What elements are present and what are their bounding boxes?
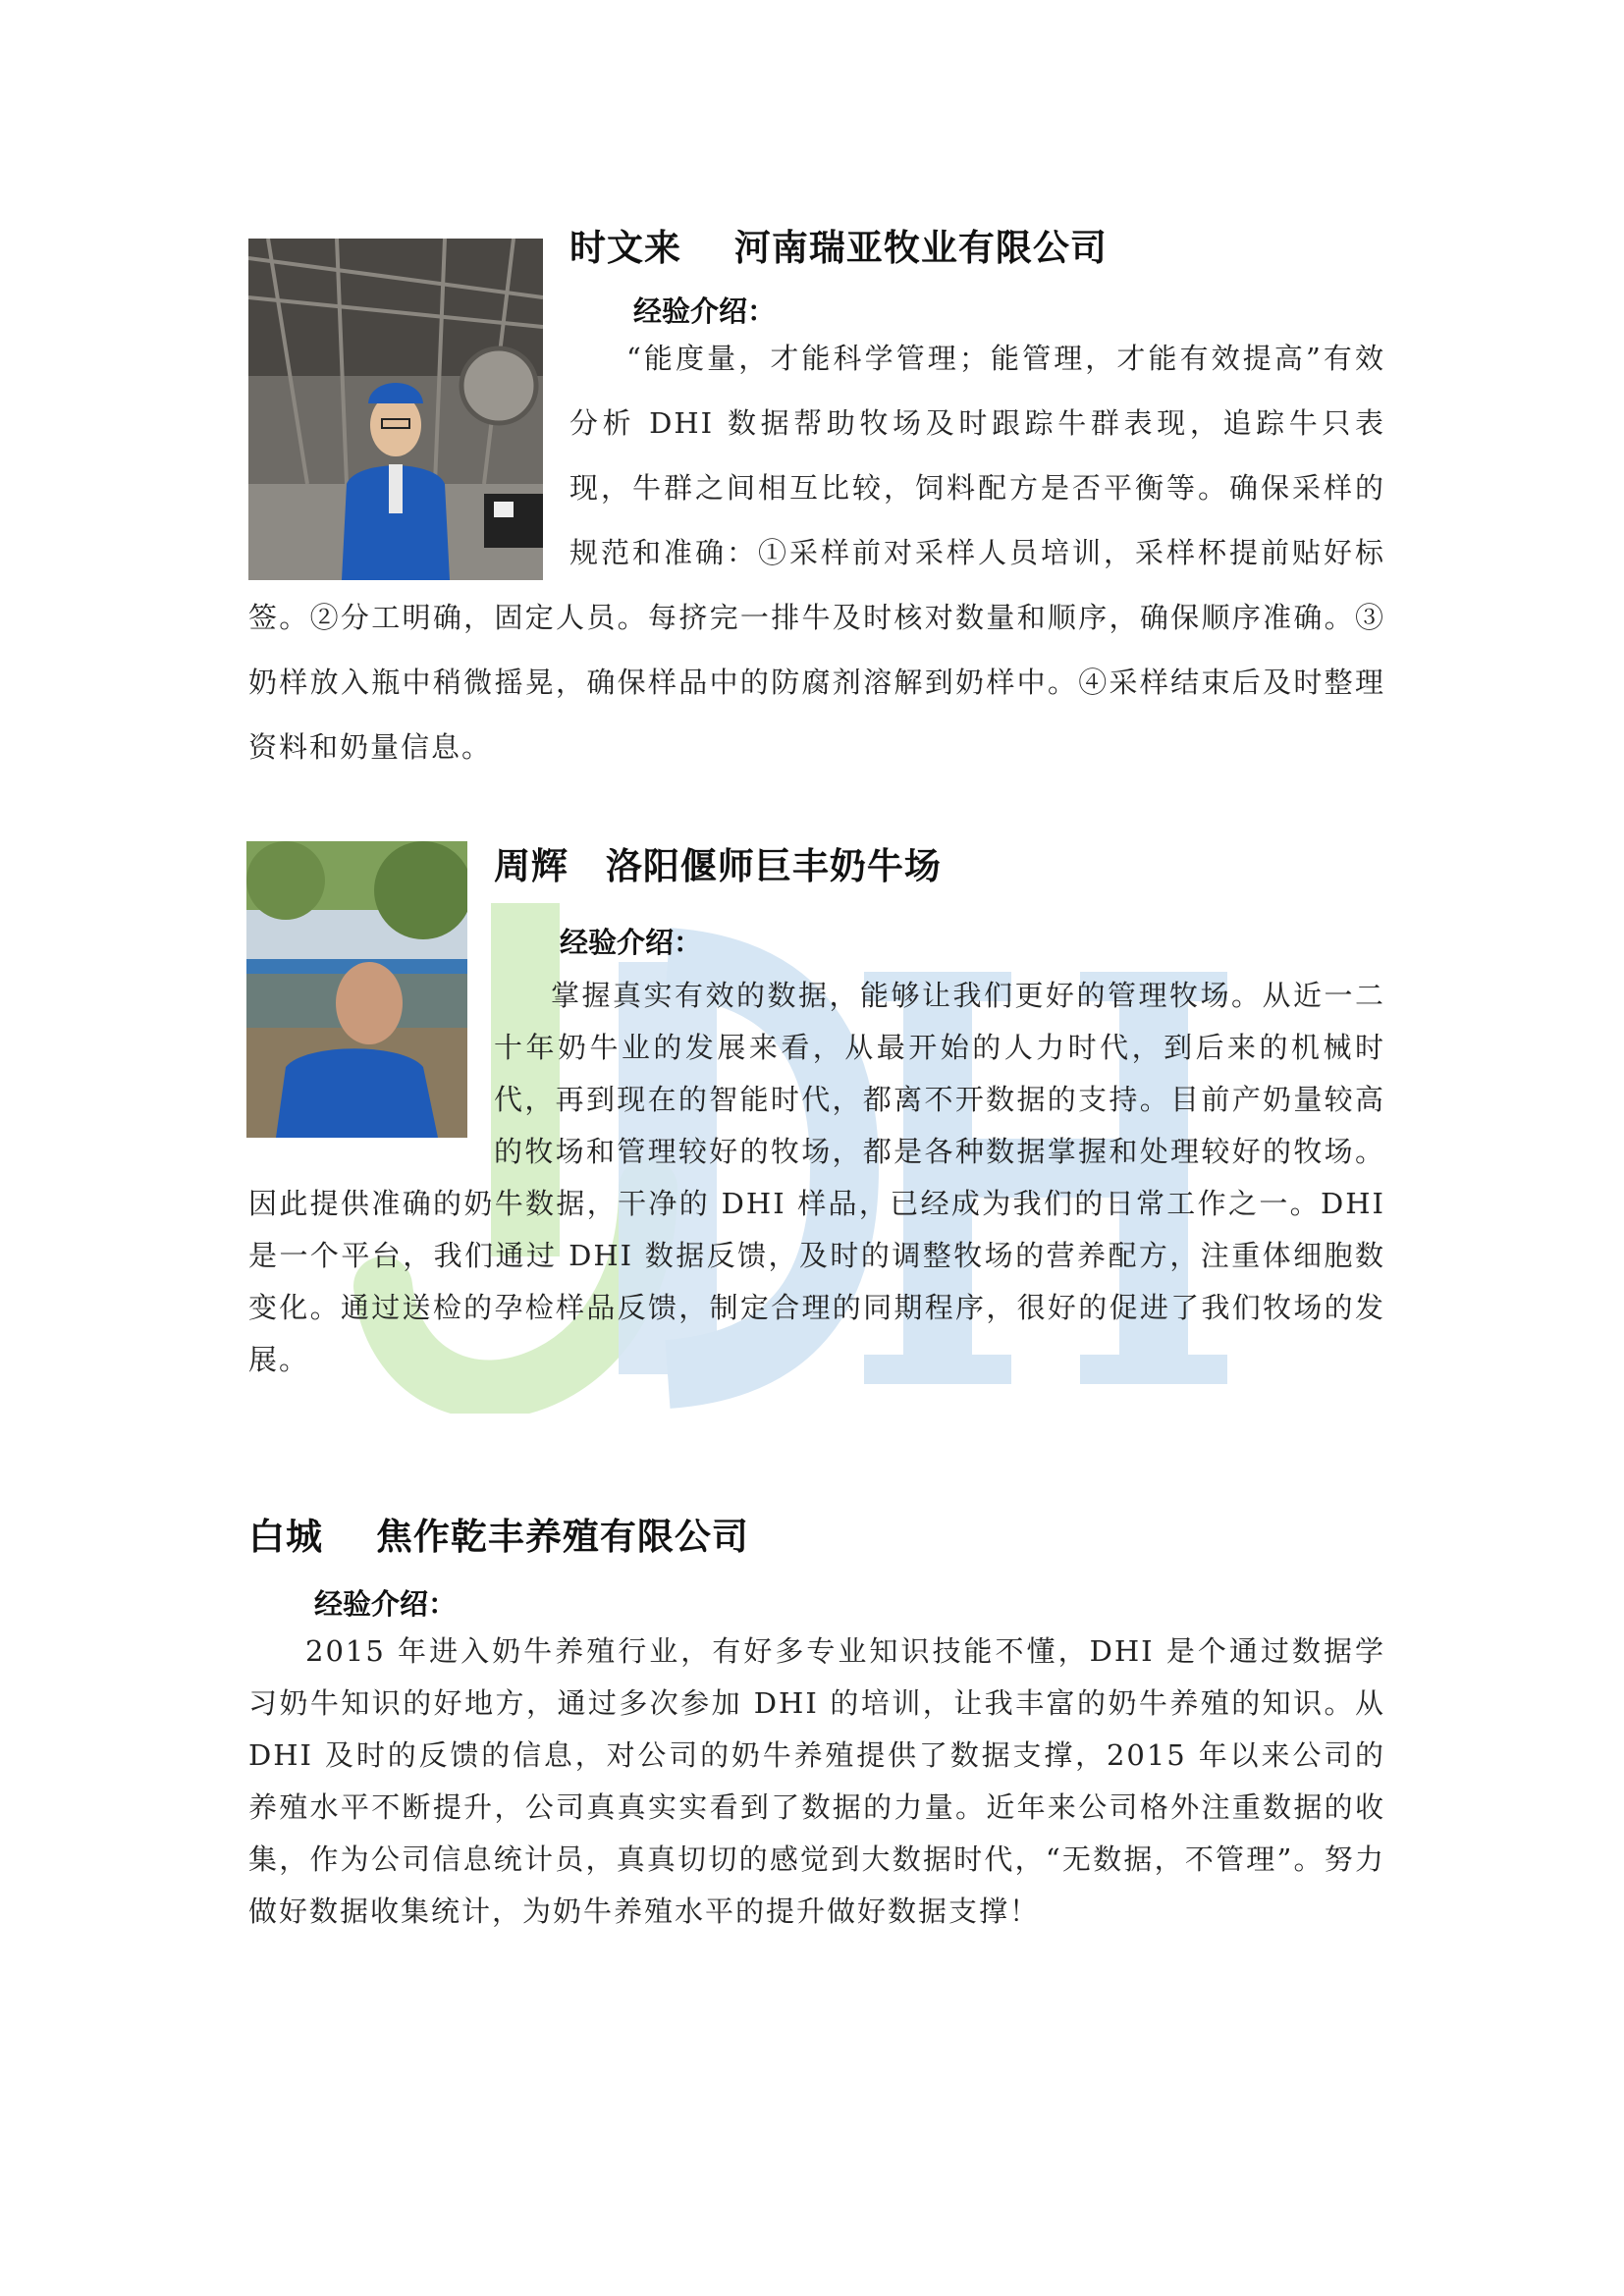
experience-paragraph: [248, 1626, 1385, 1938]
paragraph-text: 掌握真实有效的数据，能够让我们更好的管理牧场。从近一二十年奶牛业的发展来看，从最开始的人力时代，到后来的机械时代，再到现在的智能时代，都离不开数据的支持。目前产奶量较高的牧场和管理较好的牧场，都是各种数据掌握和处理较好的牧场。因此提供准确的奶牛数据，干净的 DHI 样品，已经成为我们的日常工作之一。DHI 是一个平台，我们通过 DHI 数据反馈，及时的调整牧场的营养配方，注重体细胞数变化。通过送检的孕检样品反馈，制定合理的同期程序，很好的促进了我们牧场的发展。: [248, 979, 1385, 1376]
person-name: 时文来: [569, 227, 681, 269]
organization-name: 洛阳偃师巨丰奶牛场: [605, 845, 942, 887]
section-subheading: 经验介绍：: [633, 294, 777, 328]
paragraph-text: 2015 年进入奶牛养殖行业，有好多专业知识技能不懂，DHI 是个通过数据学习奶牛知识的好地方，通过多次参加 DHI 的培训，让我丰富的奶牛养殖的知识。从 DHI 及时的反馈的信息，对公司的奶牛养殖提供了数据支撑，2015 年以来公司的养殖水平不断提升，公司真真实实看到了数据的力量。近年来公司格外注重数据的收集，作为公司信息统计员，真真切切的感觉到大数据时代，“无数据，不管理”。努力做好数据收集统计，为奶牛养殖水平的提升做好数据支撑！: [248, 1634, 1385, 1928]
entry-heading: [569, 218, 1108, 271]
experience-paragraph: [248, 970, 1385, 1386]
person-name: 白城: [248, 1516, 323, 1558]
entry-heading: [494, 836, 942, 889]
section-subheading: 经验介绍：: [314, 1587, 458, 1621]
organization-name: 焦作乾丰养殖有限公司: [375, 1516, 749, 1558]
section-subheading: 经验介绍：: [560, 926, 703, 959]
paragraph-text: “能度量，才能科学管理；能管理，才能有效提高”有效分析 DHI 数据帮助牧场及时跟踪牛群表现，追踪牛只表现，牛群之间相互比较，饲料配方是否平衡等。确保采样的规范和准确：①采样前对采样人员培训，采样杯提前贴好标签。②分工明确，固定人员。每挤完一排牛及时核对数量和顺序，确保顺序准确。③奶样放入瓶中稍微摇晃，确保样品中的防腐剂溶解到奶样中。④采样结束后及时整理资料和奶量信息。: [248, 342, 1385, 764]
person-name: 周辉: [494, 845, 568, 887]
experience-paragraph: [248, 326, 1385, 779]
entry-heading: [248, 1507, 749, 1560]
organization-name: 河南瑞亚牧业有限公司: [733, 227, 1108, 269]
